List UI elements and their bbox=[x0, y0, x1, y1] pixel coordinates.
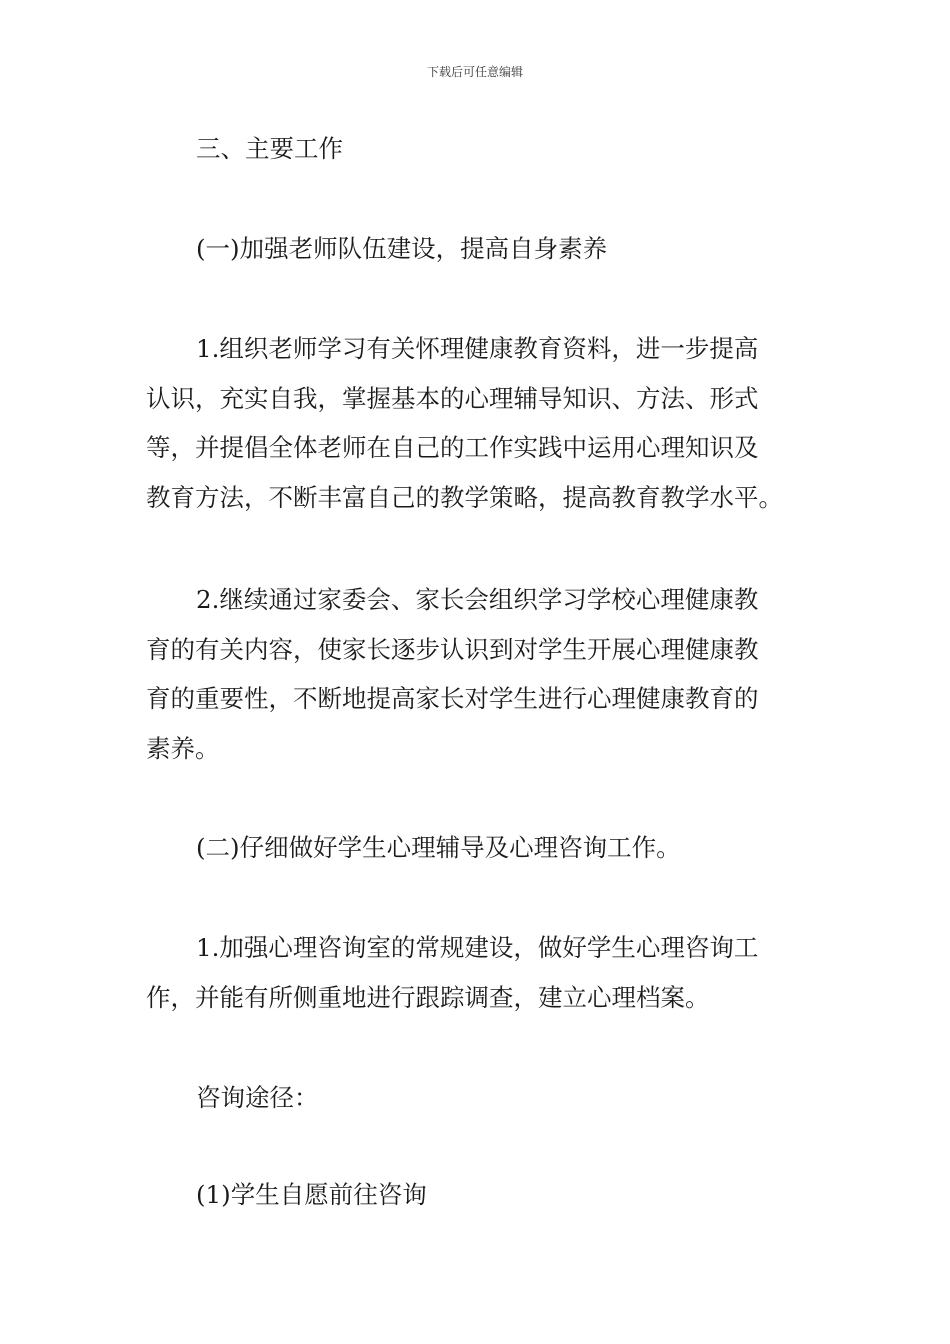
page-header-note: 下载后可任意编辑 bbox=[426, 65, 523, 79]
text-line: 作，并能有所侧重地进行跟踪调查，建立心理档案。 bbox=[146, 982, 710, 1012]
paragraph-item-1-1 bbox=[146, 324, 810, 522]
text-line: 1.加强心理咨询室的常规建设，做好学生心理咨询工 bbox=[196, 933, 759, 962]
text-line: 认识，充实自我，掌握基本的心理辅导知识、方法、形式 bbox=[146, 383, 759, 413]
paragraph-item-2-1 bbox=[146, 923, 810, 1022]
text-line: 等，并提倡全体老师在自己的工作实践中运用心理知识及 bbox=[146, 433, 759, 462]
text-line: 素养。 bbox=[146, 733, 220, 763]
text-line: 1.组织老师学习有关怀理健康教育资料，进一步提高 bbox=[196, 334, 759, 363]
text-line: 育的有关内容，使家长逐步认识到对学生开展心理健康教 bbox=[146, 634, 759, 664]
text-line: 育的重要性，不断地提高家长对学生进行心理健康教育的 bbox=[146, 684, 759, 713]
section-heading: 三、主要工作 bbox=[196, 134, 343, 163]
paragraph-item-1-2 bbox=[146, 575, 810, 773]
text-line: 2.继续通过家委会、家长会组织学习学校心理健康教 bbox=[196, 585, 759, 614]
consult-route-item-1: (1)学生自愿前往咨询 bbox=[196, 1180, 427, 1209]
subsection-title-1: (一)加强老师队伍建设，提高自身素养 bbox=[196, 234, 608, 263]
consult-route-label: 咨询途径： bbox=[196, 1083, 319, 1112]
subsection-title-2: (二)仔细做好学生心理辅导及心理咨询工作。 bbox=[196, 833, 681, 862]
text-line: 教育方法，不断丰富自己的教学策略，提高教育教学水平。 bbox=[146, 482, 783, 512]
